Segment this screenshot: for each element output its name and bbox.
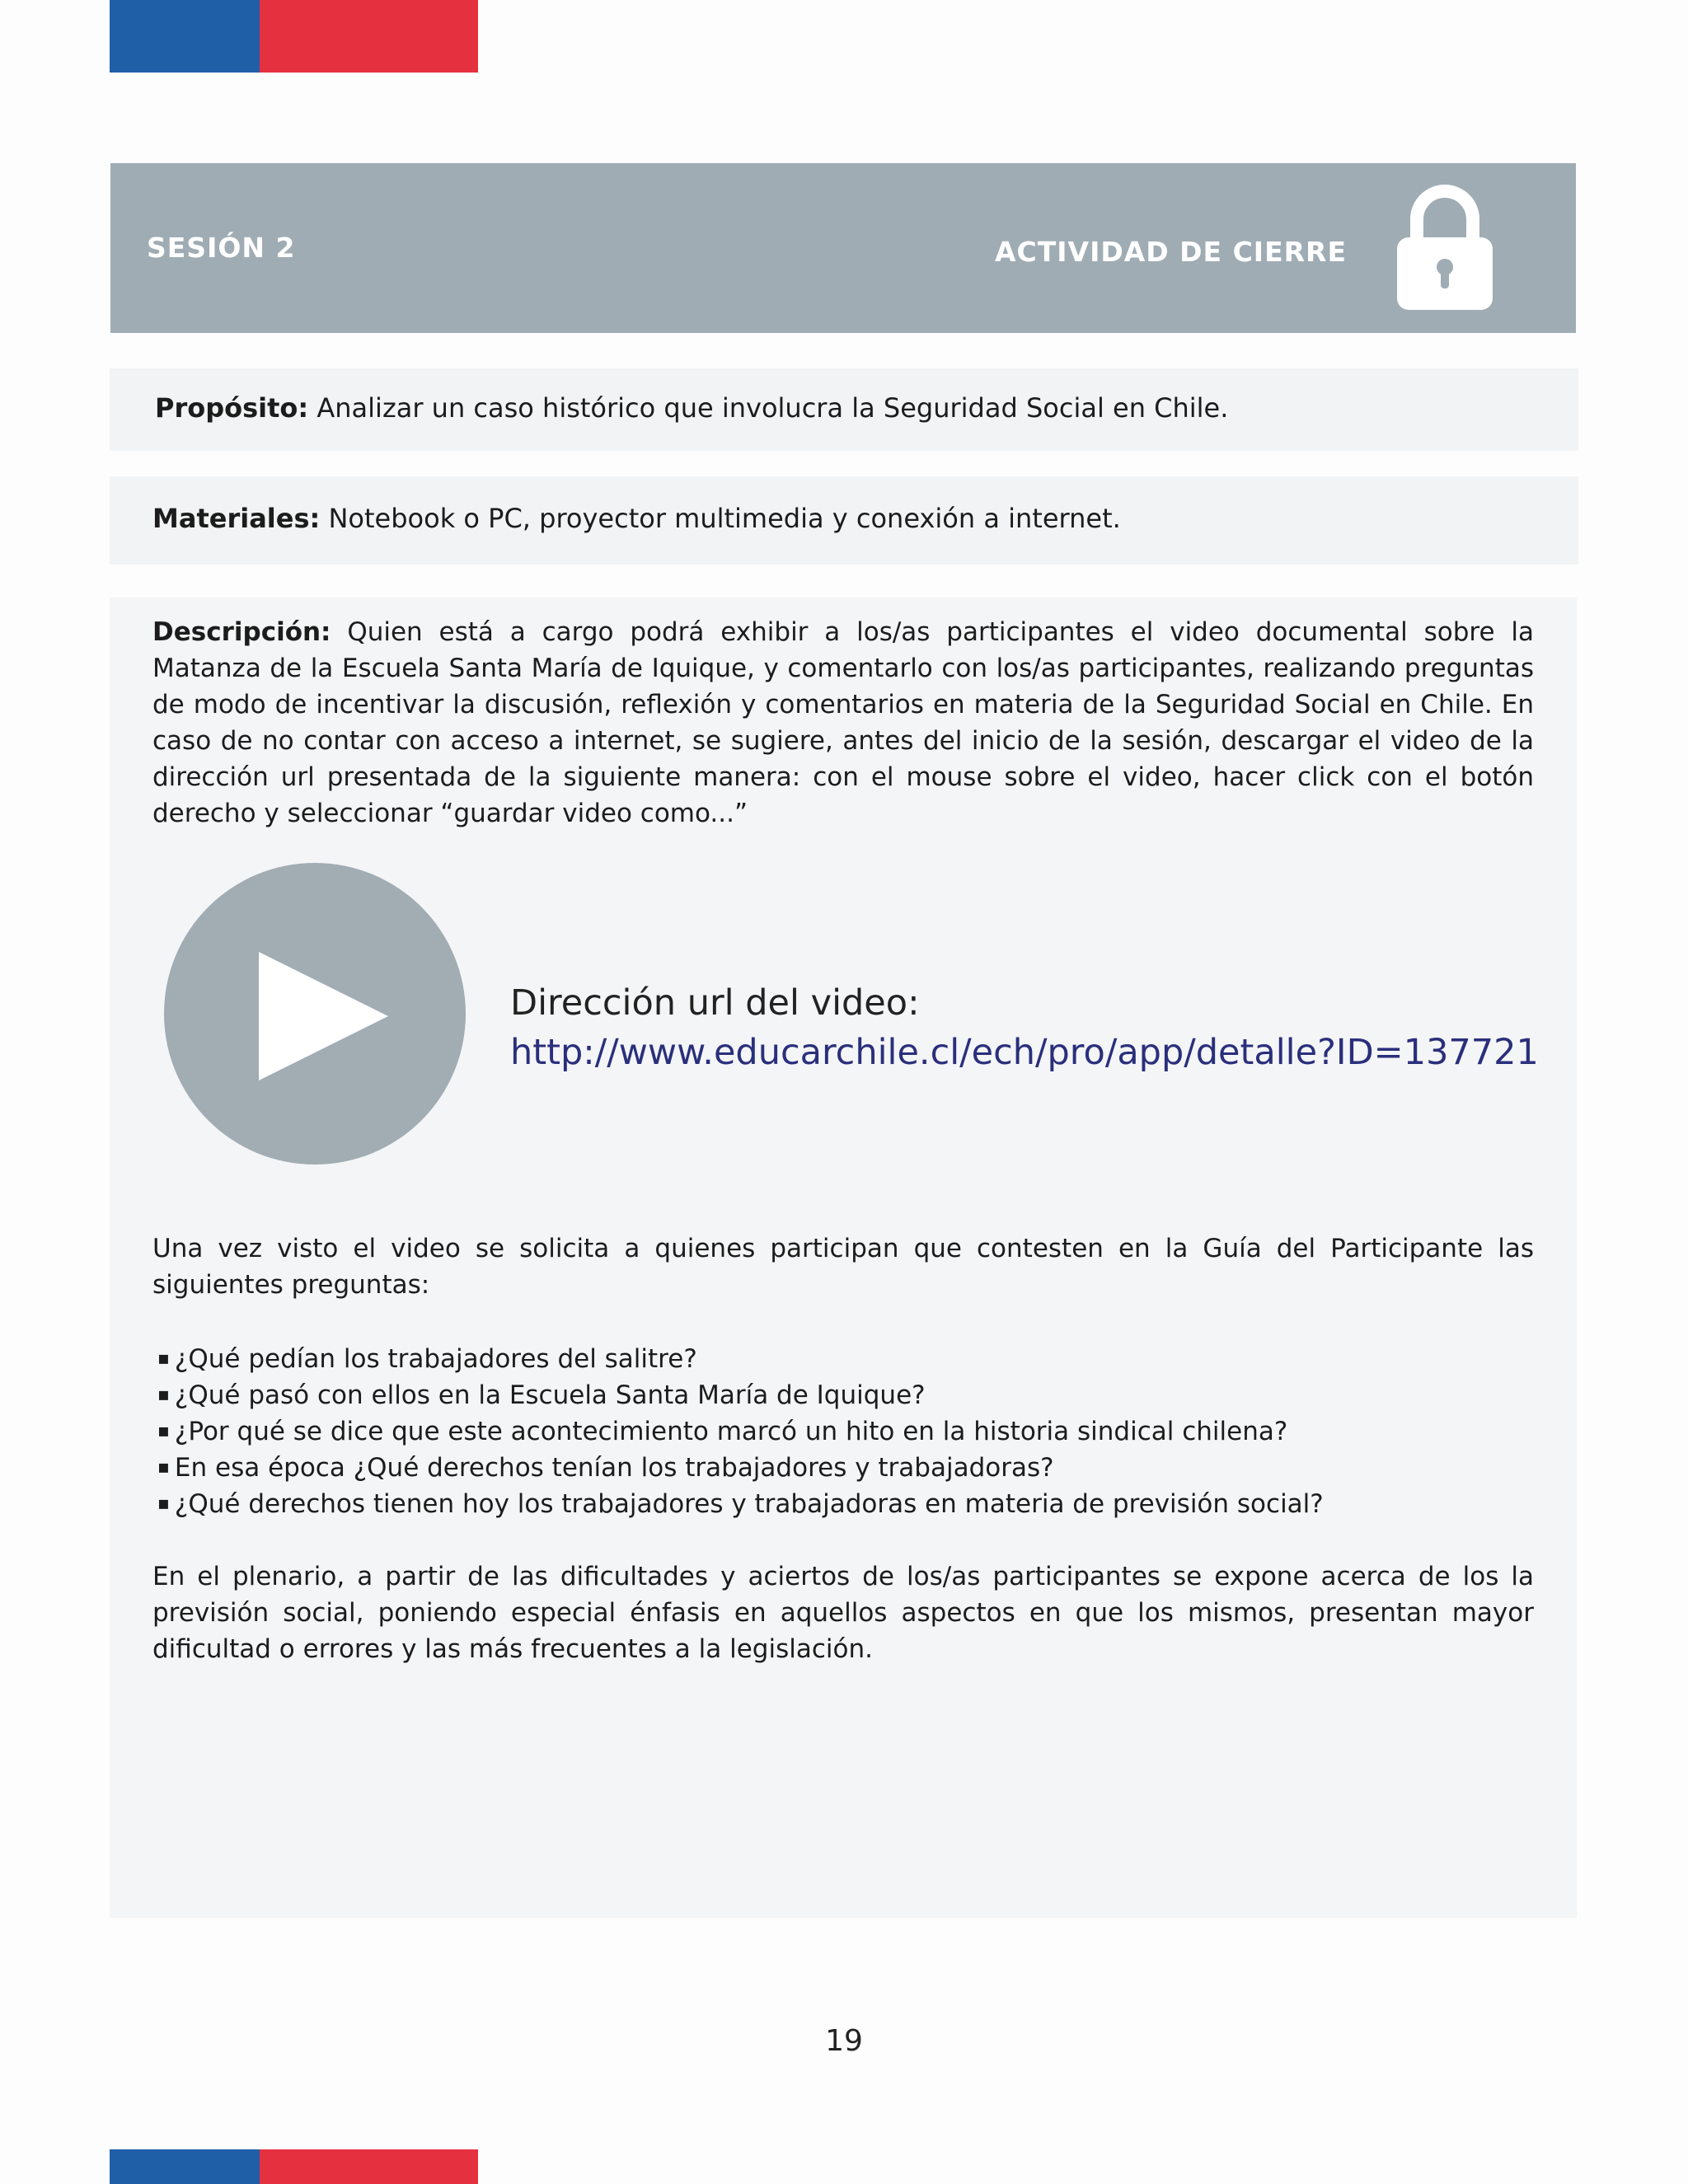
flag-stripe-bottom bbox=[110, 2149, 478, 2184]
session-banner bbox=[110, 163, 1576, 333]
video-url-label: Dirección url del video: bbox=[510, 982, 920, 1024]
list-item: ▪ ¿Por qué se dice que este acontecimiento marcó un hito en la historia sindical chilena? bbox=[152, 1413, 1534, 1450]
lock-icon bbox=[1397, 183, 1493, 310]
after-video-paragraph: Una vez visto el video se solicita a quienes participan que contesten en la Guía del Participante las siguientes preguntas: bbox=[152, 1234, 1534, 1300]
description-paragraph bbox=[152, 614, 1534, 832]
list-item: ▪ ¿Qué pedían los trabajadores del salitre? bbox=[152, 1341, 1534, 1377]
list-item: ▪ ¿Qué pasó con ellos en la Escuela Santa María de Iquique? bbox=[152, 1377, 1534, 1413]
materials-text: Notebook o PC, proyector multimedia y conexión a internet. bbox=[320, 503, 1121, 534]
description-text: Quien está a cargo podrá exhibir a los/as participantes el video documental sobre la Matanza de la Escuela Santa María de Iquique, y comentarlo con los/as participantes, realizando preguntas de modo de incentivar la discusión, reflexión y comentarios en materia de la Seguridad Social en Chile. En caso de no contar con acceso a internet, se sugiere, antes del inicio de la sesión, descargar el video de la dirección url presentada de la siguiente manera: con el mouse sobre el video, hacer click con el botón derecho y seleccionar “guardar video como...” bbox=[152, 617, 1534, 828]
flag-stripe-top bbox=[110, 0, 478, 73]
play-icon[interactable] bbox=[164, 863, 466, 1165]
flag-red-block bbox=[260, 2149, 478, 2184]
play-triangle bbox=[259, 952, 388, 1080]
session-label: SESIÓN 2 bbox=[147, 232, 296, 264]
list-item: ▪ ¿Qué derechos tienen hoy los trabajadores y trabajadoras en materia de previsión social? bbox=[152, 1486, 1534, 1522]
purpose-box bbox=[110, 368, 1578, 451]
list-item: ▪ En esa época ¿Qué derechos tenían los trabajadores y trabajadoras? bbox=[152, 1450, 1534, 1486]
purpose-text: Analizar un caso histórico que involucra la Seguridad Social en Chile. bbox=[308, 392, 1229, 424]
materials-box bbox=[110, 476, 1578, 565]
flag-red-block bbox=[260, 0, 478, 73]
video-url-link[interactable]: http://www.educarchile.cl/ech/pro/app/detalle?ID=137721 bbox=[510, 1032, 1539, 1073]
page-number: 19 bbox=[825, 2024, 863, 2058]
purpose-label: Propósito: bbox=[155, 392, 309, 424]
materials-label: Materiales: bbox=[152, 503, 321, 534]
description-panel bbox=[110, 598, 1577, 1918]
description-label: Descripción: bbox=[152, 617, 331, 647]
flag-blue-block bbox=[110, 2149, 260, 2184]
flag-blue-block bbox=[110, 0, 260, 73]
activity-label: ACTIVIDAD DE CIERRE bbox=[994, 236, 1347, 268]
questions-list bbox=[152, 1341, 1534, 1522]
plenary-paragraph: En el plenario, a partir de las dificultades y aciertos de los/as participantes se expone acerca de los la previsión social, poniendo especial énfasis en aquellos aspectos en que los mismos, presentan mayor dificultad o errores y las más frecuentes a la legislación. bbox=[152, 1562, 1534, 1664]
